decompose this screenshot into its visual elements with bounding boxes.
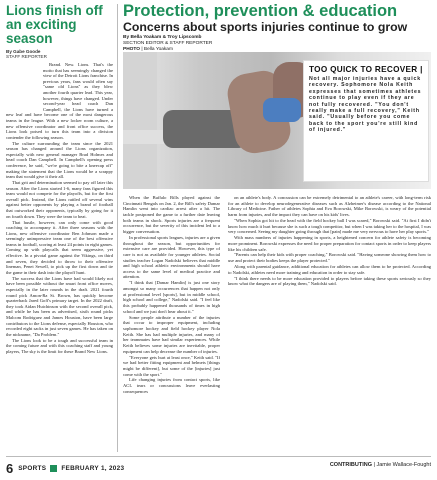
left-paragraph: The culture surrounding the team since the 2021 season has changed around the Lions organization, especially with new general manager Brad Holmes and head coach Dan Campbell. In Campbell's opening press conference, he said, "we're going to bite a kneecap off" making the statement that the Lions would be a scrappy team that would give it their all. (6, 140, 113, 180)
main-paragraph: Life changing injuries from contact sports, like ACL tears or concussions leave everlasting consequences (123, 377, 220, 394)
main-story-header (123, 2, 431, 52)
left-story (6, 4, 113, 452)
page-number: 6 (6, 460, 14, 476)
photo-credit: Bella Yoakam (143, 46, 173, 52)
left-headline: Lions finish off an exciting season (6, 4, 103, 46)
main-paragraph: With mass numbers of injuries happening in sports, a heightened concern for athlete safety is becoming more prominent. Borowski expresses the need for proper preparation for contact sports in order to keep players like his children safe. (228, 235, 431, 252)
left-paragraph: Brand. New. Lions. That's the motto that has seemingly changed the view of the Detroit Lions franchise. In previous years, fans would often say "same old Lions" as they blew another fourth quarter lead. This year, however, things have changed. Under second-year head coach Dan Campbell, the Lions have turned a new leaf and have become one of the most dangerous teams in the league. With a new locker room culture, a new offensive coordinator and front office success, the Lions look poised to turn this team into a division contender the following season. (6, 62, 113, 140)
main-paragraph: Along with parental guidance, additional education for athletes can allow them to be protected. According to Nadolski, athletes need more training and education in order to stay safe. (228, 264, 431, 275)
photo-ice-pack (263, 98, 301, 122)
main-paragraph: "When Sophia got hit to the head with the field hockey ball I was scared," Borowski said. "At first I didn't know how much it hurt because she is such a tough competitor, but when I was taking her to the hospital, I was very concerned. Seeing my daughter going through that [pain] made me very nervous to have her play sports." (228, 217, 431, 235)
photo-caption-box (303, 60, 429, 182)
left-paragraph: The success that the Lions have had would likely not have been possible without the smart front office moves, especially in the later rounds in the draft. 2021 fourth round pick Amon-Ra St. Brown, has quickly become quarterback Jared Goff's primary target. In the 2022 draft, they took Aidan Hutchinson with the second overall pick, and while he has been as advertised, sixth round picks Malcom Rodriguez and James Houston, have been large contributors to the Lions defense, especially Houston, who recorded eight sacks in just seven games. He has taken on the nickname, "Da Problem." (6, 275, 113, 337)
photo-shirt (123, 52, 157, 189)
left-byline-name: By Gabe Goode (6, 49, 41, 54)
contributing-credit: CONTRIBUTING | Jamie Wallace-Fought (329, 462, 431, 468)
section-badge (50, 465, 57, 472)
main-headline: Protection, prevention & education (123, 2, 398, 20)
photo-label: PHOTO (123, 46, 140, 52)
left-byline-role: STAFF REPORTER (6, 54, 47, 59)
main-paragraph: "I think that [Damar Hamlin] is just one story amongst so many occurrences that happen not only at professional level [sports], but in middle school, high school and college," Nadolski said. "I feel like this probably happened thousands of times in high school and we just don't hear about it." (123, 280, 220, 314)
main-byline: By Bella Yoakam & Troy Lipscomb SECTION EDITOR & STAFF REPORTER PHOTO | Bella Yoakam (123, 35, 431, 52)
main-paragraph: on an athlete's body. A concussion can be extremely detrimental to an athlete's career, with long-term risk for an athlete to develop neurodegenerative diseases such as Alzheimer's disease according to the National Library of Medicine. Father of athletes Sophia and Eva Borowski, Mike Borowski, is weary of the potential harm from injuries, and the impact they can have on his kids' lives. (228, 195, 431, 217)
main-subhead: Concerns about sports injuries continue to grow (123, 20, 408, 34)
contributing-label: CONTRIBUTING (329, 462, 372, 468)
left-paragraph: That grit and determination seemed to pay off later this season. After the Lions started 1-6, many fans figured this team would not compete for the playoffs, but for the first overall pick. Instead, the Lions rattled off several wins against better opponents by playing a brand of football that outworked their opponents, typically by going for it on fourth down. They were the team to beat. (6, 180, 113, 219)
left-paragraph: The Lions look to be a tough and successful team in the coming future and with this coaching staff and young players, The sky is the limit for these Brand New Lions. (6, 337, 113, 354)
main-paragraph: When the Buffalo Bills played against the Cincinnati Bengals on Jan. 2, the Bill's safety Damar Hamlin went into cardiac arrest after a hit. The tackle postponed the game to a further date leaving both teams in shock. Sports injuries are a frequent occurrence, but the severity of this incident led to a bigger conversation. (123, 195, 220, 234)
page-footer (6, 458, 124, 478)
main-paragraph: In professional sports leagues, injuries are a given throughout the season, but opportunities for extensive care are provided. However, this type of care is not as available for younger athletes. Social studies teacher Logan Nadolski believes that middle and high school athletic environments should have access to the same level of medical practice and attention. (123, 234, 220, 280)
main-byline-names: Bella Yoakam & Troy Lipscomb (130, 35, 202, 40)
footer-rule (6, 456, 431, 457)
main-byline-label: By (123, 35, 130, 40)
main-byline-role: SECTION EDITOR & STAFF REPORTER (123, 40, 213, 46)
main-paragraph: "Everyone gets hurt at least once," Keith said. "If we had better fitting equipment and helmets [things might be different], but some of the [injuries] just come with the sport." (123, 354, 220, 377)
section-name: SPORTS (18, 464, 47, 472)
main-body (123, 195, 431, 458)
left-image-space (6, 62, 40, 112)
caption-title: TOO QUICK TO RECOVER | (309, 65, 423, 74)
main-paragraph: Some people attribute a number of the injuries that occur to improper equipment, including sophomore hockey and field hockey player Nola Keith. She has had multiple injuries, and many of her teammates have had similar experiences. While Keith believes some injuries are inevitable, proper equipment can help decrease the number of injuries. (123, 314, 220, 354)
main-paragraph: "Parents can help their kids with proper coaching," Borowski said. "Having someone showing them how to use and protect their bodies keeps the player protected." (228, 252, 431, 264)
main-column-2 (228, 195, 431, 458)
caption-text: Not all major injuries have a quick recovery. Sophomore Nola Keith expresses that sometimes athletes continue to play even if they are not fully recovered. "You don't really make a full recovery," Keith said. "Usually before you come back to the sport you're still kind of injured." (309, 76, 422, 134)
left-byline (6, 49, 113, 59)
column-divider (117, 4, 118, 452)
contributing-name: Jamie Wallace-Fought (376, 462, 431, 468)
issue-date: FEBRUARY 1, 2023 (61, 464, 125, 472)
left-body (6, 62, 113, 354)
left-paragraph: That hustle, however, can only come with good coaching to accompany it. After three seasons with the Lions, new offensive coordinator Ben Johnson made a seemingly unimpressive team one of the best offensive teams in football, scoring at least 24 points in eight games. Coming up with playcalls that seem aggressive, yet effective. In a pivotal game against the Vikings, on third and seven, they decided to throw to their offensive lineman, Penei Sewell, to pick up the first down and tie the game in their dash into the playoff hunt. (6, 219, 113, 275)
main-paragraph: "I think there needs to be more education provided to players before taking these sports seriously so they know what the dangers are of playing them," Nadolski said. (228, 275, 431, 287)
main-column-1 (123, 195, 220, 458)
